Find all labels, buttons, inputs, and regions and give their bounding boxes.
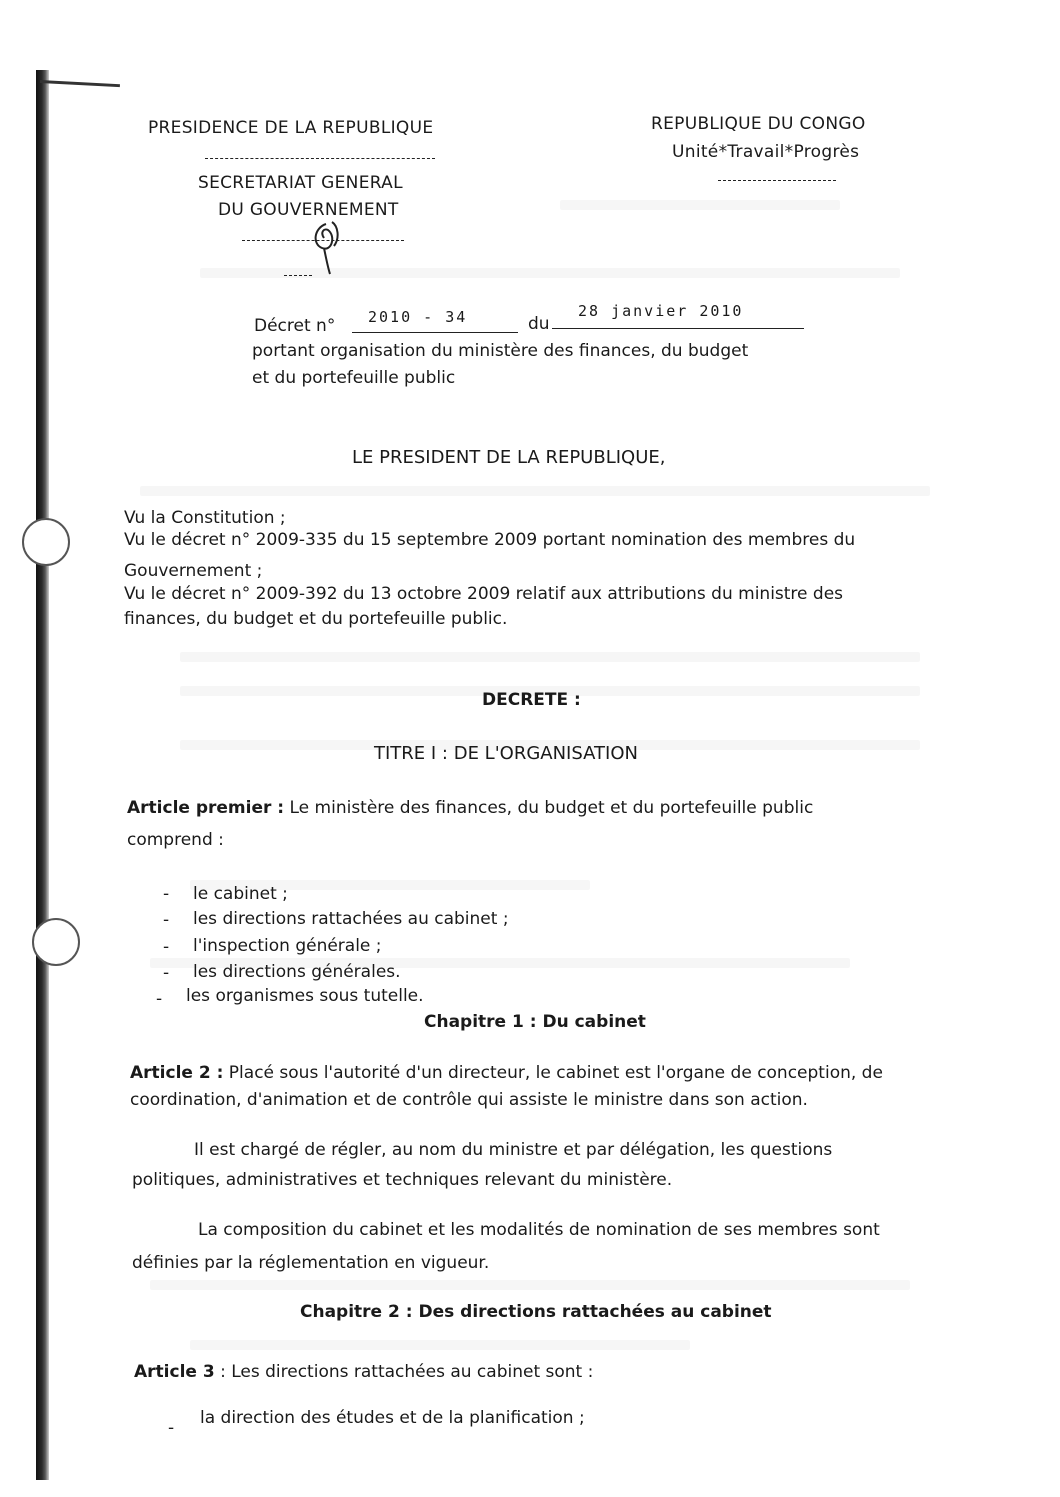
- article-3-paragraph: [134, 1362, 593, 1382]
- article-1-item: le cabinet ;: [193, 884, 288, 904]
- list-dash: -: [163, 884, 170, 904]
- article-2-p1-line1: Placé sous l'autorité d'un directeur, le cabinet est l'organe de conception, de: [223, 1063, 883, 1083]
- article-2-p3-line2: définies par la réglementation en vigueur.: [132, 1253, 490, 1273]
- decree-number-rule: [352, 332, 518, 333]
- header-republique: REPUBLIQUE DU CONGO: [651, 114, 866, 134]
- list-dash: -: [163, 910, 170, 930]
- decree-number-label: Décret n°: [254, 316, 336, 336]
- bleed-through: [560, 200, 840, 210]
- article-3-text: : Les directions rattachées au cabinet sont :: [214, 1362, 594, 1382]
- decree-date: 28 janvier 2010: [578, 302, 744, 320]
- article-2-p2-line2: politiques, administratives et techniques relevant du ministère.: [132, 1170, 673, 1190]
- article-1-label: Article premier :: [127, 798, 285, 818]
- header-left-divider: [205, 158, 435, 159]
- article-3-item: la direction des études et de la planification ;: [200, 1408, 585, 1428]
- header-secretariat: SECRETARIAT GENERAL: [198, 173, 403, 193]
- list-dash: -: [168, 1418, 175, 1438]
- scan-edge-mark: [40, 80, 120, 87]
- list-dash: -: [156, 989, 163, 1009]
- decree-number: 2010 - 34: [368, 308, 468, 326]
- decree-subject-line1: portant organisation du ministère des finances, du budget: [252, 341, 749, 361]
- signature-initials: [306, 218, 348, 276]
- chapitre-1-heading: Chapitre 1 : Du cabinet: [424, 1012, 646, 1032]
- header-devise: Unité*Travail*Progrès: [672, 142, 860, 162]
- chapitre-2-heading: Chapitre 2 : Des directions rattachées au cabinet: [300, 1302, 772, 1322]
- decree-date-label: du: [528, 314, 550, 334]
- titre-1-heading: TITRE I : DE L'ORGANISATION: [374, 743, 638, 764]
- list-dash: -: [163, 937, 170, 957]
- punch-hole-top: [22, 518, 70, 566]
- list-dash: -: [163, 963, 170, 983]
- decree-date-rule: [552, 328, 804, 329]
- bleed-through: [150, 1280, 910, 1290]
- article-2-p2-line1: Il est chargé de régler, au nom du ministre et par délégation, les questions: [194, 1140, 833, 1160]
- article-1-item: l'inspection générale ;: [193, 936, 382, 956]
- decree-subject-line2: et du portefeuille public: [252, 368, 456, 388]
- article-3-label: Article 3: [134, 1362, 215, 1382]
- bleed-through: [190, 1340, 690, 1350]
- header-gouvernement: DU GOUVERNEMENT: [218, 200, 399, 220]
- visa-constitution: Vu la Constitution ;: [124, 508, 286, 528]
- bleed-through: [140, 486, 930, 496]
- article-2-p3-line1: La composition du cabinet et les modalités de nomination de ses membres sont: [198, 1220, 880, 1240]
- article-1-item: les organismes sous tutelle.: [186, 986, 424, 1006]
- decrete-heading: DECRETE :: [482, 690, 581, 710]
- article-2-label: Article 2 :: [130, 1063, 224, 1083]
- visa-decree-335-line2: Gouvernement ;: [124, 561, 263, 581]
- article-1-text-line2: comprend :: [127, 830, 224, 850]
- punch-hole-bottom: [32, 918, 80, 966]
- header-right-divider: [718, 180, 836, 181]
- article-1-paragraph: [127, 798, 813, 818]
- bleed-through: [200, 268, 900, 278]
- visa-decree-392-line1: Vu le décret n° 2009-392 du 13 octobre 2009 relatif aux attributions du ministre des: [124, 584, 844, 604]
- scan-binding-edge: [36, 70, 49, 1480]
- visa-decree-335-line1: Vu le décret n° 2009-335 du 15 septembre 2009 portant nomination des membres du: [124, 530, 856, 550]
- visa-decree-392-line2: finances, du budget et du portefeuille public.: [124, 609, 508, 629]
- article-2-paragraph-1: [130, 1063, 883, 1083]
- article-2-p1-line2: coordination, d'animation et de contrôle qui assiste le ministre dans son action.: [130, 1090, 808, 1110]
- bleed-through: [180, 652, 920, 662]
- article-1-text-line1: Le ministère des finances, du budget et du portefeuille public: [284, 798, 814, 818]
- header-presidence: PRESIDENCE DE LA REPUBLIQUE: [148, 118, 434, 138]
- article-1-item: les directions générales.: [193, 962, 401, 982]
- article-1-item: les directions rattachées au cabinet ;: [193, 909, 509, 929]
- president-heading: LE PRESIDENT DE LA REPUBLIQUE,: [352, 447, 666, 468]
